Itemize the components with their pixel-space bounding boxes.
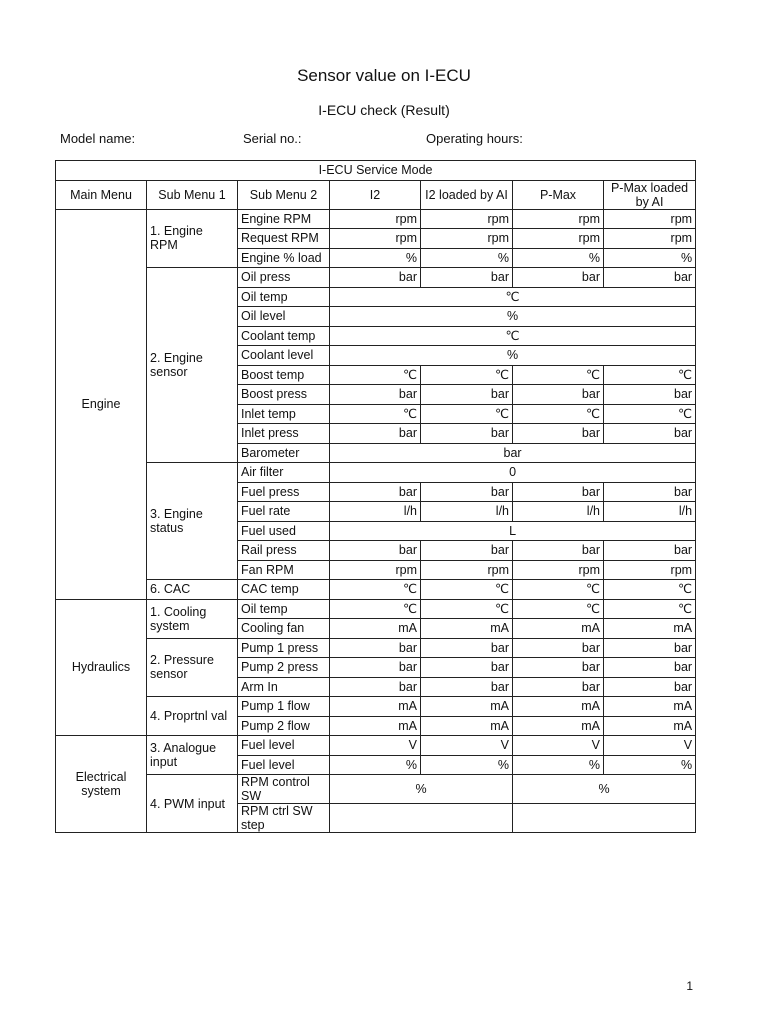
unit-pmax: bar bbox=[513, 658, 604, 678]
unit-i2-loaded: bar bbox=[421, 658, 513, 678]
row-label: Pump 2 flow bbox=[238, 716, 330, 736]
table-row bbox=[56, 697, 696, 717]
unit-pmax-loaded: ℃ bbox=[604, 365, 696, 385]
unit-pmax-loaded: bar bbox=[604, 385, 696, 405]
unit-i2-loaded: mA bbox=[421, 716, 513, 736]
table-row bbox=[56, 580, 696, 600]
unit-i2-loaded: % bbox=[421, 248, 513, 268]
row-label: RPM control SW bbox=[238, 775, 330, 804]
unit-pmax: bar bbox=[513, 424, 604, 444]
sub-menu-pressure-sensor: 2. Pressure sensor bbox=[147, 638, 238, 697]
unit-pmax: mA bbox=[513, 619, 604, 639]
unit-i2: bar bbox=[330, 482, 421, 502]
unit-pmax: bar bbox=[513, 385, 604, 405]
unit-pmax-loaded: rpm bbox=[604, 229, 696, 249]
row-label: Oil temp bbox=[238, 599, 330, 619]
unit-pmax: rpm bbox=[513, 229, 604, 249]
unit-i2-loaded: l/h bbox=[421, 502, 513, 522]
unit-merged: % bbox=[330, 307, 696, 327]
unit-pmax: ℃ bbox=[513, 580, 604, 600]
unit-i2: rpm bbox=[330, 560, 421, 580]
unit-pmax: bar bbox=[513, 541, 604, 561]
header-i2-loaded: I2 loaded by AI bbox=[421, 180, 513, 209]
sub-menu-engine-sensor: 2. Engine sensor bbox=[147, 268, 238, 463]
row-label: Boost press bbox=[238, 385, 330, 405]
unit-pmax: % bbox=[513, 755, 604, 775]
unit-pmax-loaded: bar bbox=[604, 658, 696, 678]
row-label: Rail press bbox=[238, 541, 330, 561]
unit-i2-loaded: rpm bbox=[421, 229, 513, 249]
unit-i2: mA bbox=[330, 697, 421, 717]
unit-i2: l/h bbox=[330, 502, 421, 522]
unit-pmax-loaded: bar bbox=[604, 677, 696, 697]
sub-menu-engine-status: 3. Engine status bbox=[147, 463, 238, 580]
unit-i2: mA bbox=[330, 716, 421, 736]
unit-pmax-loaded: mA bbox=[604, 716, 696, 736]
sub-menu-engine-rpm: 1. Engine RPM bbox=[147, 209, 238, 268]
unit-i2-loaded: ℃ bbox=[421, 580, 513, 600]
main-menu-hydraulics: Hydraulics bbox=[56, 599, 147, 736]
unit-pmax: bar bbox=[513, 482, 604, 502]
row-label: Engine % load bbox=[238, 248, 330, 268]
sub-menu-pwm-input: 4. PWM input bbox=[147, 775, 238, 833]
unit-i2: bar bbox=[330, 541, 421, 561]
unit-i2: rpm bbox=[330, 209, 421, 229]
row-label: Engine RPM bbox=[238, 209, 330, 229]
row-label: Fuel press bbox=[238, 482, 330, 502]
unit-merged: L bbox=[330, 521, 696, 541]
table-row bbox=[56, 209, 696, 229]
unit-pmax-loaded: mA bbox=[604, 697, 696, 717]
unit-i2-loaded: ℃ bbox=[421, 599, 513, 619]
unit-pmax: bar bbox=[513, 638, 604, 658]
sub-menu-cac: 6. CAC bbox=[147, 580, 238, 600]
unit-i2-loaded: mA bbox=[421, 697, 513, 717]
row-label: Cooling fan bbox=[238, 619, 330, 639]
sub-menu-cooling-system: 1. Cooling system bbox=[147, 599, 238, 638]
row-label: Pump 1 press bbox=[238, 638, 330, 658]
row-label: RPM ctrl SW step bbox=[238, 804, 330, 833]
unit-pmax: bar bbox=[513, 268, 604, 288]
unit-pmax-loaded: l/h bbox=[604, 502, 696, 522]
operating-hours-label: Operating hours: bbox=[426, 131, 523, 146]
unit-i2: % bbox=[330, 755, 421, 775]
model-name-label: Model name: bbox=[60, 131, 136, 146]
unit-i2: bar bbox=[330, 385, 421, 405]
page-number: 1 bbox=[686, 979, 693, 993]
row-label: Barometer bbox=[238, 443, 330, 463]
unit-i2-loaded: mA bbox=[421, 619, 513, 639]
unit-i2-loaded: bar bbox=[421, 268, 513, 288]
unit-i2-loaded: % bbox=[421, 755, 513, 775]
sensor-table bbox=[55, 160, 696, 833]
unit-merged: 0 bbox=[330, 463, 696, 483]
unit-pmax: l/h bbox=[513, 502, 604, 522]
unit-pmax: bar bbox=[513, 677, 604, 697]
row-label: Oil temp bbox=[238, 287, 330, 307]
unit-pmax-merged bbox=[513, 804, 696, 833]
unit-i2: bar bbox=[330, 638, 421, 658]
unit-i2-loaded: ℃ bbox=[421, 404, 513, 424]
unit-i2-loaded: bar bbox=[421, 677, 513, 697]
unit-i2: bar bbox=[330, 424, 421, 444]
table-row bbox=[56, 268, 696, 288]
row-label: CAC temp bbox=[238, 580, 330, 600]
unit-i2-merged: % bbox=[330, 775, 513, 804]
unit-pmax-loaded: % bbox=[604, 755, 696, 775]
unit-pmax-loaded: ℃ bbox=[604, 599, 696, 619]
unit-i2: V bbox=[330, 736, 421, 756]
sub-menu-proprtnl-val: 4. Proprtnl val bbox=[147, 697, 238, 736]
unit-i2-loaded: rpm bbox=[421, 209, 513, 229]
row-label: Oil press bbox=[238, 268, 330, 288]
unit-i2: ℃ bbox=[330, 580, 421, 600]
unit-i2-loaded: bar bbox=[421, 541, 513, 561]
unit-pmax-loaded: bar bbox=[604, 424, 696, 444]
unit-pmax-loaded: rpm bbox=[604, 209, 696, 229]
unit-pmax-loaded: ℃ bbox=[604, 580, 696, 600]
unit-merged: bar bbox=[330, 443, 696, 463]
unit-pmax-loaded: bar bbox=[604, 268, 696, 288]
row-label: Pump 1 flow bbox=[238, 697, 330, 717]
unit-merged: % bbox=[330, 346, 696, 366]
unit-pmax: ℃ bbox=[513, 404, 604, 424]
main-menu-engine: Engine bbox=[56, 209, 147, 599]
serial-no-label: Serial no.: bbox=[243, 131, 302, 146]
row-label: Inlet press bbox=[238, 424, 330, 444]
unit-pmax-loaded: rpm bbox=[604, 560, 696, 580]
row-label: Boost temp bbox=[238, 365, 330, 385]
unit-i2: bar bbox=[330, 658, 421, 678]
unit-i2-loaded: V bbox=[421, 736, 513, 756]
table-row bbox=[56, 775, 696, 804]
unit-i2: mA bbox=[330, 619, 421, 639]
unit-pmax: rpm bbox=[513, 560, 604, 580]
unit-pmax: rpm bbox=[513, 209, 604, 229]
unit-i2: bar bbox=[330, 677, 421, 697]
header-main-menu: Main Menu bbox=[56, 180, 147, 209]
row-label: Fan RPM bbox=[238, 560, 330, 580]
unit-i2: rpm bbox=[330, 229, 421, 249]
unit-pmax-loaded: bar bbox=[604, 541, 696, 561]
header-sub-menu-2: Sub Menu 2 bbox=[238, 180, 330, 209]
row-label: Arm In bbox=[238, 677, 330, 697]
table-row bbox=[56, 736, 696, 756]
header-i2: I2 bbox=[330, 180, 421, 209]
row-label: Fuel rate bbox=[238, 502, 330, 522]
unit-i2-loaded: bar bbox=[421, 482, 513, 502]
unit-pmax-loaded: ℃ bbox=[604, 404, 696, 424]
unit-pmax-loaded: % bbox=[604, 248, 696, 268]
unit-i2-loaded: bar bbox=[421, 424, 513, 444]
row-label: Coolant temp bbox=[238, 326, 330, 346]
unit-i2: bar bbox=[330, 268, 421, 288]
table-row bbox=[56, 638, 696, 658]
row-label: Fuel level bbox=[238, 755, 330, 775]
header-pmax-loaded: P-Max loaded by AI bbox=[604, 180, 696, 209]
page-title: Sensor value on I-ECU bbox=[297, 66, 471, 85]
unit-i2: ℃ bbox=[330, 599, 421, 619]
main-menu-electrical: Electrical system bbox=[56, 736, 147, 833]
row-label: Pump 2 press bbox=[238, 658, 330, 678]
row-label: Inlet temp bbox=[238, 404, 330, 424]
unit-pmax: mA bbox=[513, 716, 604, 736]
unit-i2: % bbox=[330, 248, 421, 268]
unit-pmax-loaded: bar bbox=[604, 482, 696, 502]
unit-pmax: V bbox=[513, 736, 604, 756]
table-row bbox=[56, 463, 696, 483]
unit-pmax: % bbox=[513, 248, 604, 268]
unit-i2-loaded: bar bbox=[421, 385, 513, 405]
unit-pmax: ℃ bbox=[513, 599, 604, 619]
row-label: Oil level bbox=[238, 307, 330, 327]
unit-i2: ℃ bbox=[330, 404, 421, 424]
unit-i2-merged bbox=[330, 804, 513, 833]
row-label: Fuel used bbox=[238, 521, 330, 541]
unit-pmax-merged: % bbox=[513, 775, 696, 804]
unit-i2-loaded: rpm bbox=[421, 560, 513, 580]
unit-pmax-loaded: mA bbox=[604, 619, 696, 639]
header-sub-menu-1: Sub Menu 1 bbox=[147, 180, 238, 209]
row-label: Air filter bbox=[238, 463, 330, 483]
page-subtitle: I-ECU check (Result) bbox=[318, 102, 450, 118]
unit-i2-loaded: ℃ bbox=[421, 365, 513, 385]
sub-menu-analogue-input: 3. Analogue input bbox=[147, 736, 238, 775]
unit-merged: ℃ bbox=[330, 287, 696, 307]
row-label: Request RPM bbox=[238, 229, 330, 249]
unit-merged: ℃ bbox=[330, 326, 696, 346]
table-row bbox=[56, 599, 696, 619]
unit-pmax-loaded: V bbox=[604, 736, 696, 756]
unit-pmax: ℃ bbox=[513, 365, 604, 385]
unit-i2-loaded: bar bbox=[421, 638, 513, 658]
row-label: Coolant level bbox=[238, 346, 330, 366]
service-mode-header: I-ECU Service Mode bbox=[56, 161, 696, 181]
row-label: Fuel level bbox=[238, 736, 330, 756]
unit-pmax-loaded: bar bbox=[604, 638, 696, 658]
header-pmax: P-Max bbox=[513, 180, 604, 209]
unit-pmax: mA bbox=[513, 697, 604, 717]
unit-i2: ℃ bbox=[330, 365, 421, 385]
